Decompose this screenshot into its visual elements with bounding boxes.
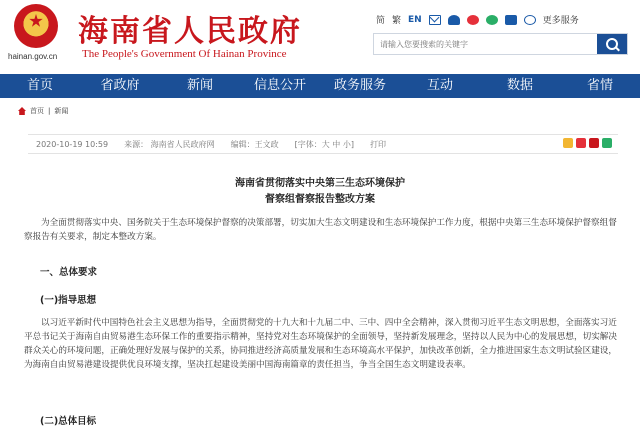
article-editor: 编辑：王文政: [230, 139, 279, 149]
share-bar: [563, 138, 612, 148]
home-icon: [18, 107, 26, 115]
paragraph-guiding-thought: 以习近平新时代中国特色社会主义思想为指导，全面贯彻党的十九大和十九届二中、三中、四中全会精神，深入贯彻习近平生态文明思想，全面落实习近平总书记关于海南自由贸易港生态环保工作的重要指示精神，坚持党对生态环境保护的全面领导，坚持新发展理念，坚持以人民为中心的发展思想，切实解决群众关心的环境问题，正确处理好发展与保护的关系，协同推进经济高质量发展和生态环境高水平保护，加快改革创新，全力推进国家生态文明试验区建设，为海南自由贸易港建设提供优良环境支撑，坚决扛起建设美丽中国海南篇章的责任担当，争当全国生态文明建设表率。: [24, 318, 617, 370]
font-size-control[interactable]: [字体：大 中 小]: [294, 139, 354, 149]
nav-item-news[interactable]: 新闻: [186, 78, 213, 93]
nav-item-info-disclosure[interactable]: 信息公开: [253, 78, 306, 93]
subheading-guiding-thought: (一)指导思想: [40, 295, 97, 306]
breadcrumb-separator: |: [48, 107, 51, 115]
search-icon[interactable]: [597, 34, 627, 54]
site-header: [0, 0, 640, 70]
site-domain: hainan.gov.cn: [8, 52, 58, 61]
paragraph-intro: 为全面贯彻落实中央、国务院关于生态环境保护督察的决策部署，切实加大生态文明建设和生态环境保护工作力度，根据中央第三生态环境保护督察组督察报告有关要求，制定本整改方案。: [24, 218, 617, 242]
english-link[interactable]: EN: [408, 14, 422, 25]
more-services-icon[interactable]: [524, 15, 536, 25]
article-title-line1: 海南省贯彻落实中央第三生态环境保护: [235, 178, 405, 189]
breadcrumb-current[interactable]: 新闻: [54, 107, 69, 115]
app-icon[interactable]: [505, 15, 517, 25]
nav-item-data[interactable]: 数据: [506, 78, 533, 93]
publish-date: 2020-10-19 10:59: [36, 139, 109, 149]
wechat-icon[interactable]: [486, 15, 498, 25]
nav-item-home[interactable]: 首页: [26, 78, 53, 93]
nav-item-province[interactable]: 省情: [586, 78, 613, 93]
breadcrumb: [18, 106, 68, 116]
top-links: [376, 13, 579, 26]
weibo-icon[interactable]: [467, 15, 479, 25]
nav-item-government[interactable]: 省政府: [100, 78, 140, 93]
print-link[interactable]: 打印: [369, 139, 386, 149]
breadcrumb-home[interactable]: 首页: [30, 107, 44, 115]
main-nav: [0, 74, 640, 98]
article-title-line2: 督察组督察报告整改方案: [265, 194, 375, 205]
article-meta: [28, 134, 618, 154]
search-input[interactable]: [374, 34, 597, 54]
weibo-share-icon[interactable]: [576, 138, 586, 148]
renren-share-icon[interactable]: [589, 138, 599, 148]
wechat-share-icon[interactable]: [602, 138, 612, 148]
national-emblem-icon: [14, 4, 58, 48]
mail-icon[interactable]: [429, 15, 441, 25]
user-icon[interactable]: [448, 15, 460, 25]
nav-item-services[interactable]: 政务服务: [333, 78, 386, 93]
section-heading-general: 一、总体要求: [40, 267, 98, 278]
simplified-link[interactable]: 简: [376, 16, 386, 26]
qzone-share-icon[interactable]: [563, 138, 573, 148]
site-title[interactable]: 海南省人民政府: [78, 14, 302, 49]
subheading-overall-goal: (二)总体目标: [40, 416, 97, 427]
site-subtitle: The People's Government Of Hainan Province: [82, 48, 287, 60]
search-box: [373, 33, 628, 55]
article-source: 来源： 海南省人民政府网: [124, 139, 215, 149]
nav-item-interaction[interactable]: 互动: [426, 78, 453, 93]
traditional-link[interactable]: 繁: [392, 16, 402, 26]
more-services-link[interactable]: 更多服务: [542, 16, 579, 26]
